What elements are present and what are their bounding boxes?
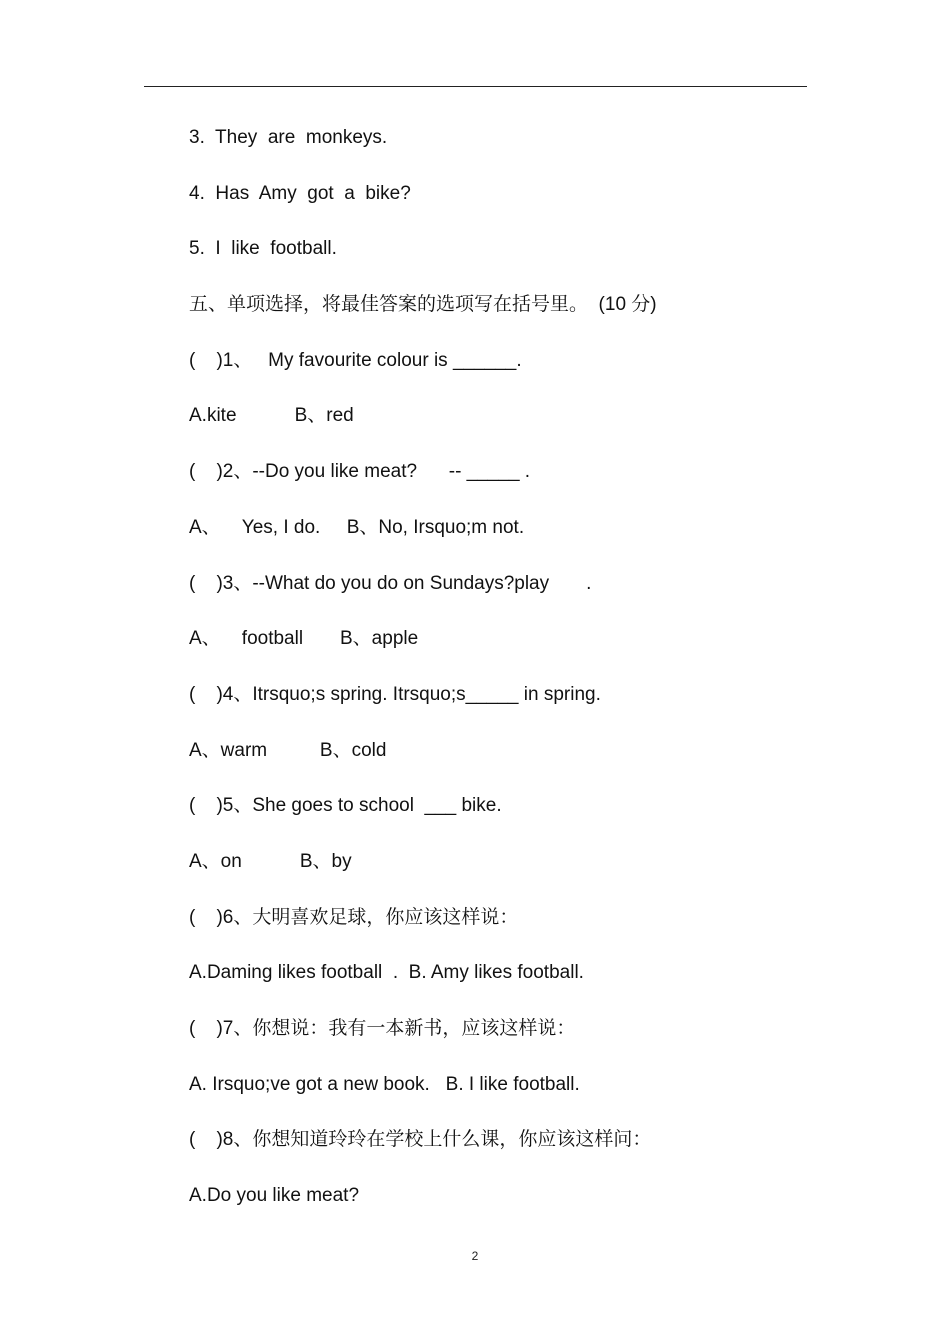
question-line: ( )3、--What do you do on Sundays?play .: [189, 572, 592, 594]
question-line: ( )7、你想说：我有一本新书，应该这样说：: [189, 1018, 576, 1039]
options-line: A、warm B、cold: [189, 739, 387, 761]
options-line: A.Do you like meat?: [189, 1185, 360, 1207]
page-number: 2: [471, 1249, 479, 1263]
options-line: A、on B、by: [189, 850, 352, 872]
question-line: ( )4、Itrsquo;s spring. Itrsquo;s_____ in spring.: [189, 683, 601, 705]
question-line: ( )2、--Do you like meat? -- _____ .: [189, 461, 531, 483]
question-line: ( )8、你想知道玲玲在学校上什么课，你应该这样问：: [189, 1129, 652, 1151]
question-line: ( )6、大明喜欢足球，你应该这样说：: [189, 906, 519, 928]
options-line: A.Daming likes football . B. Amy likes football.: [189, 962, 584, 984]
options-line: A、 Yes, I do. B、No, Irsquo;m not.: [189, 516, 525, 538]
document-body: [189, 124, 829, 1238]
options-line: A. Irsquo;ve got a new book. B. I like football.: [189, 1073, 580, 1095]
options-line: A.kite B、red: [189, 405, 354, 427]
header-rule: [144, 86, 807, 87]
text-line: 5. I like football.: [189, 238, 337, 260]
text-line: 4. Has Amy got a bike?: [189, 182, 411, 204]
text-line: 3. They are monkeys.: [189, 127, 388, 148]
options-line: A、 football B、apple: [189, 628, 419, 650]
question-line: ( )5、She goes to school ___ bike.: [189, 795, 502, 817]
question-line: ( )1、 My favourite colour is ______.: [189, 349, 522, 371]
section-heading: 五、单项选择，将最佳答案的选项写在括号里。 (10 分): [189, 294, 657, 316]
